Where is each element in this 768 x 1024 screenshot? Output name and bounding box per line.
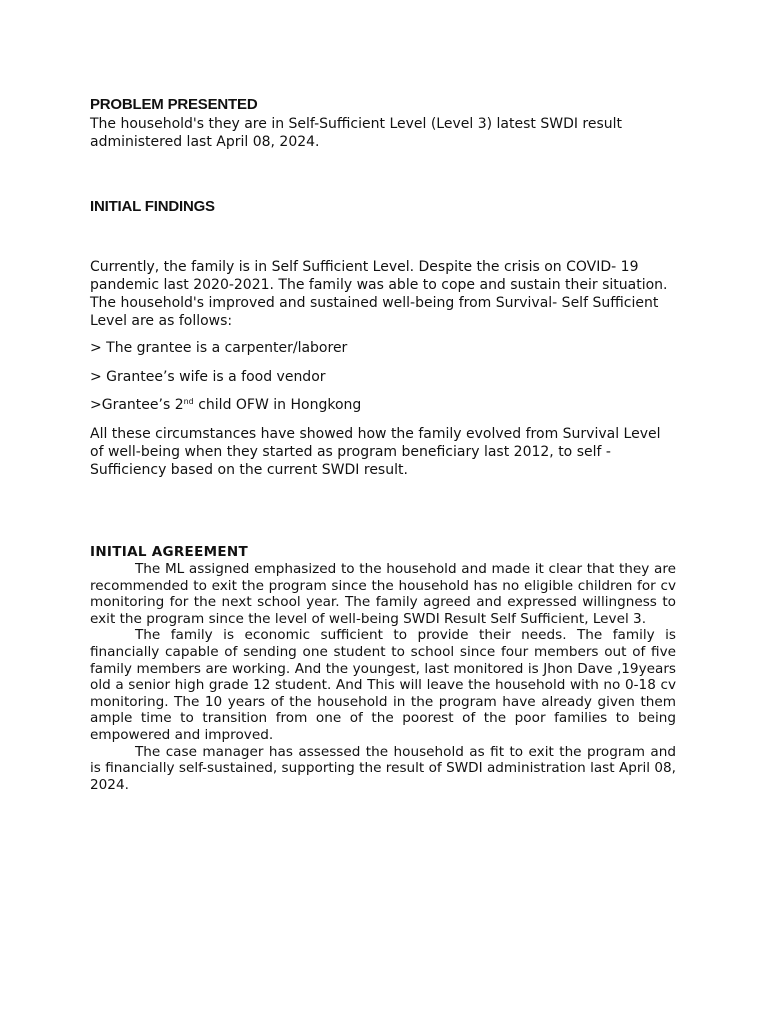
findings-conclusion-text: All these circumstances have showed how the family evolved from Survival Level of well-being when they started as program beneficiary last 2012, to self -Sufficiency based on the current SWDI result. (90, 426, 661, 478)
agreement-paragraph-1: The ML assigned emphasized to the household and made it clear that they are recommended to exit the program since the household has no eligible children for cv monitoring for the next school year. The family agreed and expressed willingness to exit the program since the level of well-being SWDI Result Self Sufficient, Level 3. (90, 561, 676, 627)
initial-findings-heading: INITIAL FINDINGS (90, 198, 215, 215)
problem-presented-heading: PROBLEM PRESENTED (90, 96, 258, 113)
agreement-paragraph-3: The case manager has assessed the household as fit to exit the program and is financially self-sustained, supporting the result of SWDI administration last April 08, 2024. (90, 743, 676, 793)
findings-intro-text: Currently, the family is in Self Sufficient Level. Despite the crisis on COVID- 19 pandemic last 2020-2021. The family was able to cope and sustain their situation. The household's improved and sustained well-being from Survival- Self Sufficient Level are as follows: (90, 259, 668, 329)
initial-agreement-heading: INITIAL AGREEMENT (90, 544, 248, 560)
findings-bullet-2: > Grantee’s wife is a food vendor (90, 369, 326, 385)
agreement-body (90, 561, 676, 793)
findings-bullet-3 (90, 397, 361, 413)
findings-bullet-1: > The grantee is a carpenter/laborer (90, 340, 348, 356)
agreement-paragraph-2: The family is economic sufficient to provide their needs. The family is financially capable of sending one student to school since four members out of five family members are working. And the youngest, last monitored is Jhon Dave ,19years old a senior high grade 12 student. And This will leave the household with no 0-18 cv monitoring. The 10 years of the household in the program have already given them ample time to transition from one of the poorest of the poor families to being empowered and improved. (90, 627, 676, 743)
problem-presented-text: The household's they are in Self-Sufficient Level (Level 3) latest SWDI result administered last April 08, 2024. (90, 116, 623, 150)
findings-bullet-3-superscript: nd (183, 397, 194, 406)
findings-bullet-3-suffix: child OFW in Hongkong (193, 397, 362, 413)
findings-bullet-3-prefix: >Grantee’s 2 (90, 397, 184, 413)
